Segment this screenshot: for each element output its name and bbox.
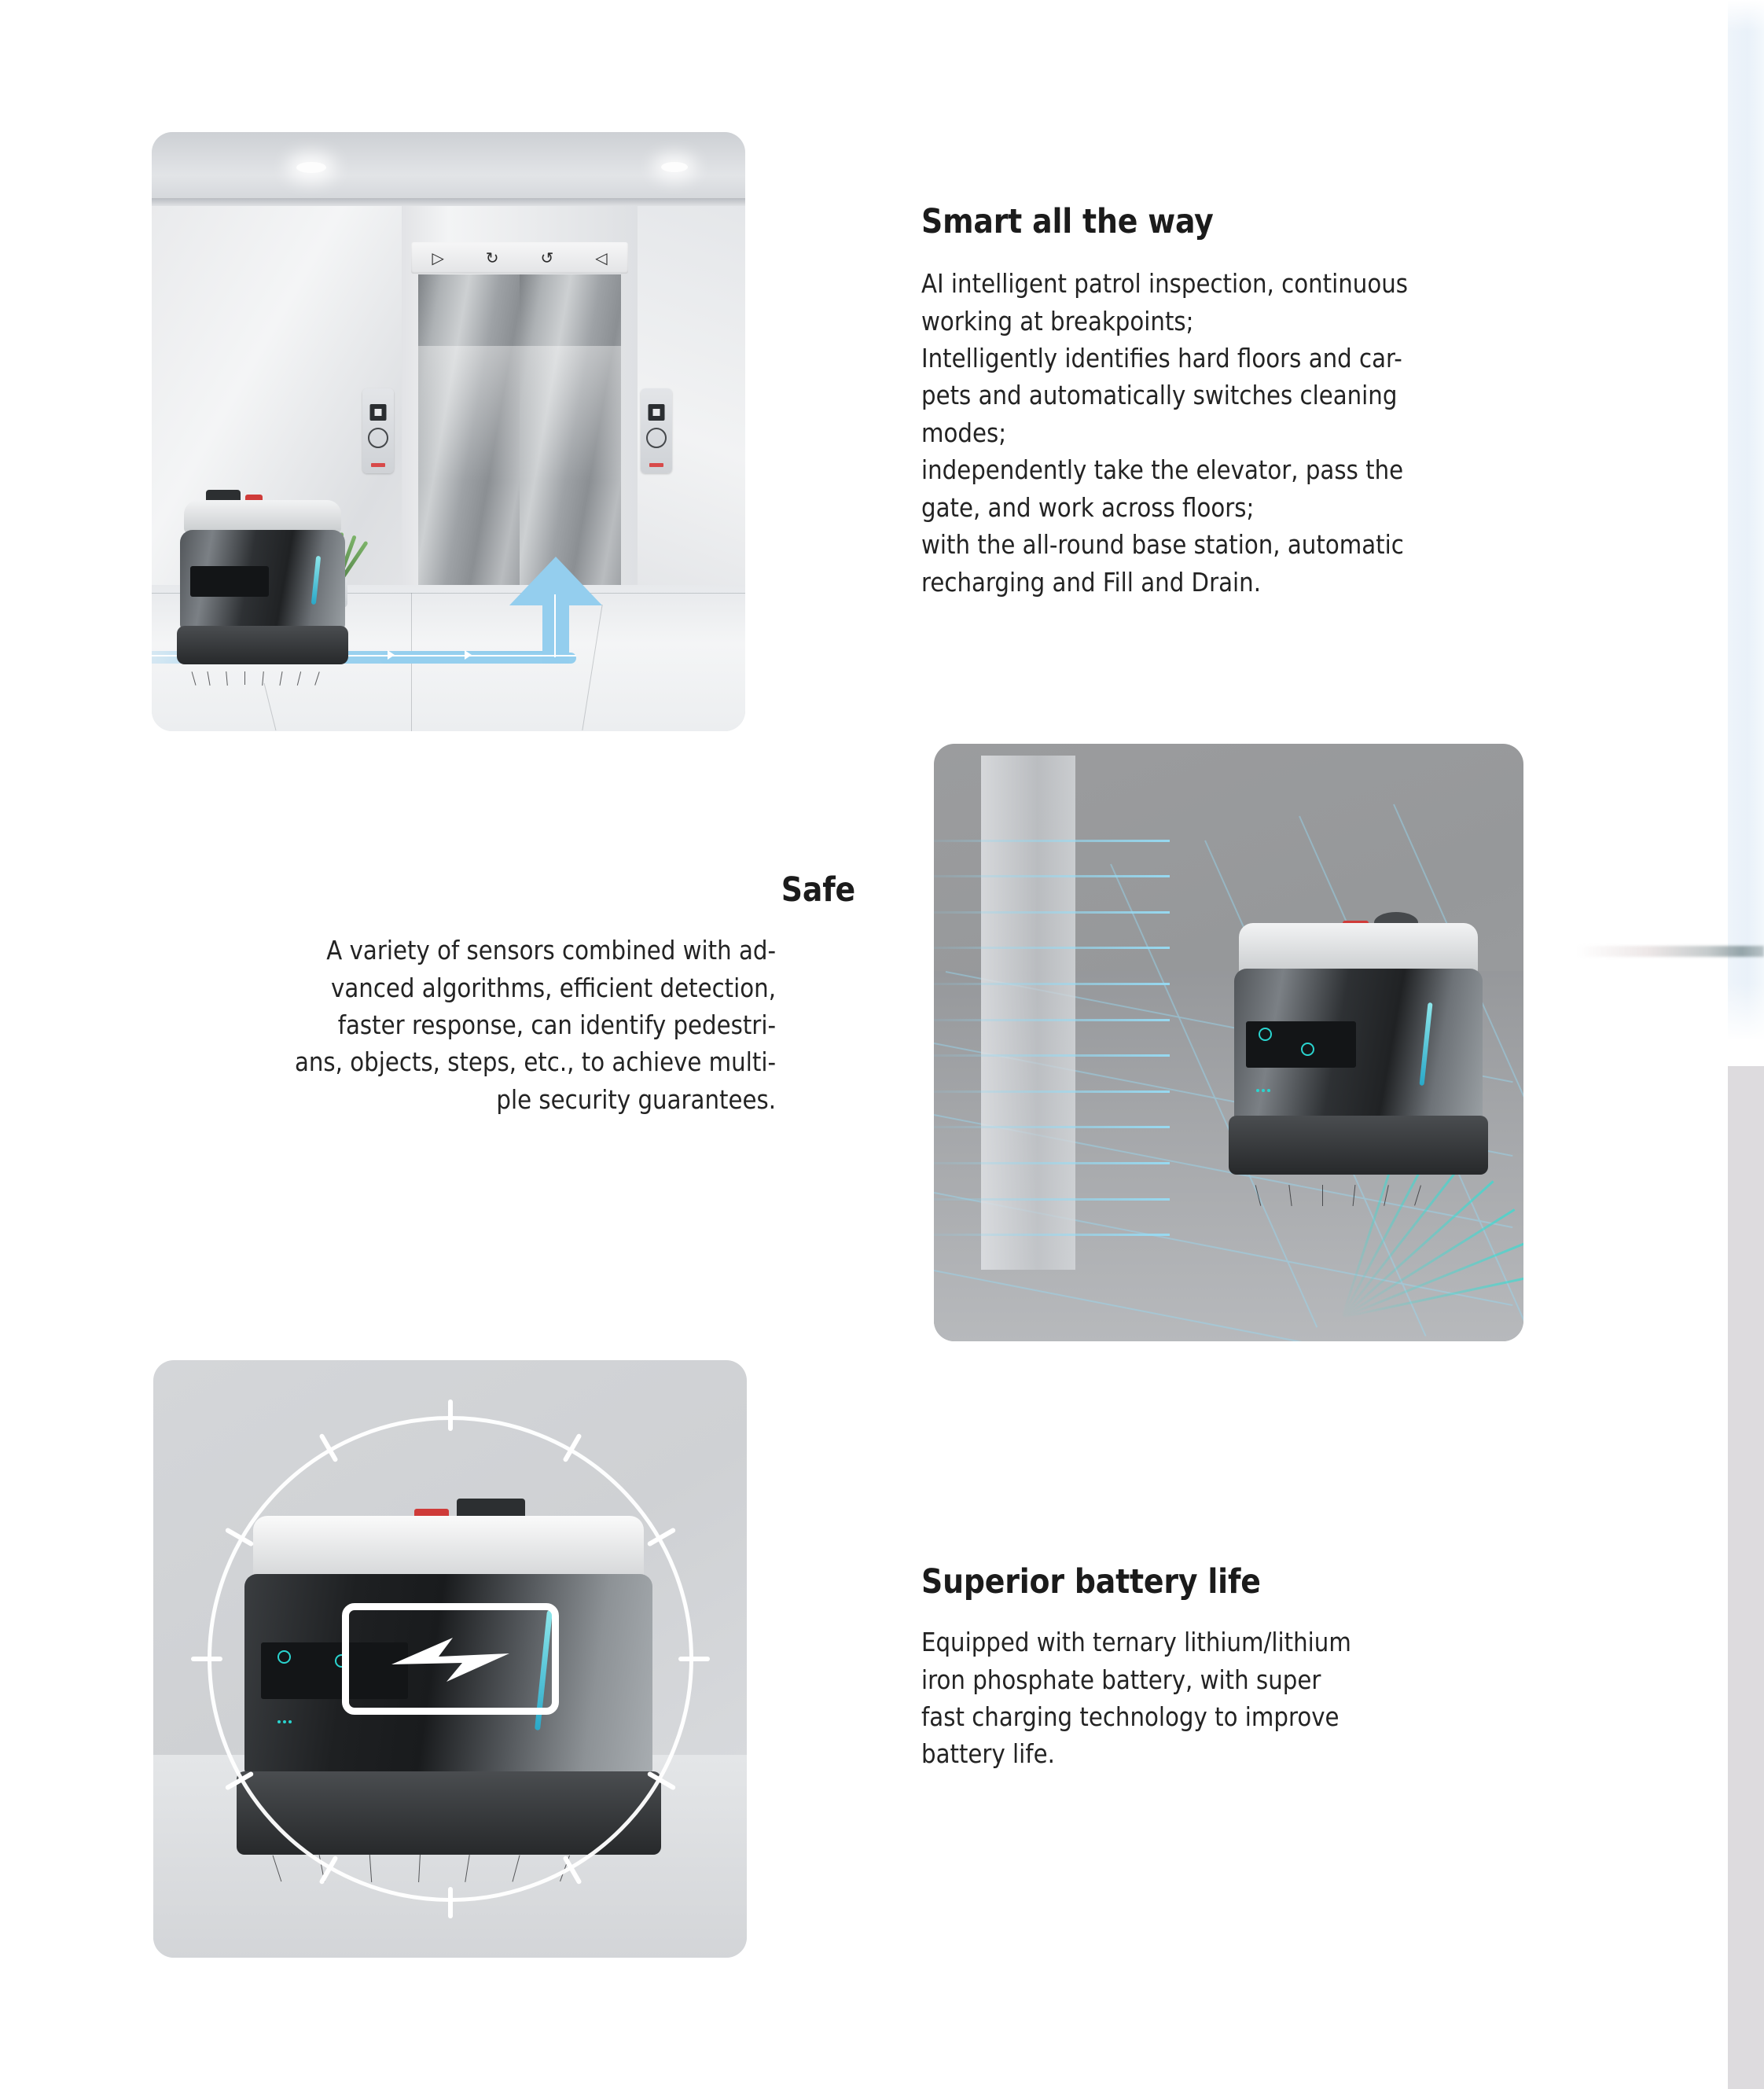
down-triangle-icon: ◁ xyxy=(595,248,608,267)
right-edge-blue-strip xyxy=(1728,0,1764,1039)
robot-brush xyxy=(1244,1185,1472,1206)
image-card-sensor xyxy=(934,744,1523,1341)
cleaning-robot xyxy=(1229,923,1488,1190)
body-smart-all-the-way: AI intelligent patrol inspection, continuous working at breakpoints; Intelligently identifies hard floors and car- pets and automatically switches cleaning modes; independently take the elevator, pass the gate, and work across floors; with the all-round base station, automatic recharging and Fill and Drain. xyxy=(921,269,1409,598)
right-edge-grey-strip xyxy=(1728,1066,1764,2089)
body-superior-battery-life: Equipped with ternary lithium/lithium iron phosphate battery, with super fast charging technology to improve battery life. xyxy=(921,1627,1351,1770)
robot-brush xyxy=(187,671,338,686)
door-sheen-left xyxy=(418,346,520,481)
panel-screen-icon xyxy=(370,404,387,421)
ceiling-light-left xyxy=(296,162,326,173)
section-smart-all-the-way xyxy=(921,203,1670,601)
pillar xyxy=(981,756,1075,1270)
image-card-elevator xyxy=(152,132,745,731)
path-trace-vertical xyxy=(554,594,556,657)
heading-superior-battery-life: Superior battery life xyxy=(921,1562,1261,1602)
path-chevron-icon xyxy=(465,650,472,660)
path-chevron-icon xyxy=(388,650,395,660)
heading-safe: Safe xyxy=(781,870,855,910)
robot-eye-icon xyxy=(1259,1028,1272,1041)
image-card-battery xyxy=(153,1360,747,1958)
lightning-bolt-icon xyxy=(391,1633,509,1685)
section-safe xyxy=(61,871,855,1119)
panel-led-icon xyxy=(371,463,385,467)
panel-led-icon xyxy=(649,463,663,467)
section-superior-battery-life xyxy=(921,1563,1670,1774)
ceiling-lip xyxy=(152,198,745,206)
path-arrow-up-icon xyxy=(509,557,604,664)
right-edge-fade-bottom xyxy=(1728,983,1764,1042)
lobby-ceiling xyxy=(152,132,745,204)
horizontal-hairline xyxy=(1577,946,1764,957)
call-button-icon[interactable] xyxy=(368,428,388,448)
ceiling-light-right xyxy=(661,162,688,172)
cleaning-robot xyxy=(177,500,348,675)
up-triangle-icon: ▷ xyxy=(432,248,444,267)
door-close-icon: ↺ xyxy=(540,248,554,267)
elevator-indicator-strip xyxy=(411,242,628,274)
door-sheen-right xyxy=(520,346,621,481)
elevator-call-panel-right[interactable] xyxy=(641,388,672,473)
heading-smart-all-the-way: Smart all the way xyxy=(921,202,1214,241)
call-button-icon[interactable] xyxy=(646,428,667,448)
robot-signal-dots-icon xyxy=(1256,1080,1321,1083)
right-edge-fade-top xyxy=(1728,0,1764,31)
panel-screen-icon xyxy=(649,404,665,421)
elevator-call-panel-left[interactable] xyxy=(362,388,394,473)
door-open-icon: ↻ xyxy=(485,248,499,267)
body-safe: A variety of sensors combined with ad- vanced algorithms, efficient detection, faster response, can identify pedestri- ans, objects, steps, etc., to achieve multi- ple security guarantees. xyxy=(294,936,777,1115)
